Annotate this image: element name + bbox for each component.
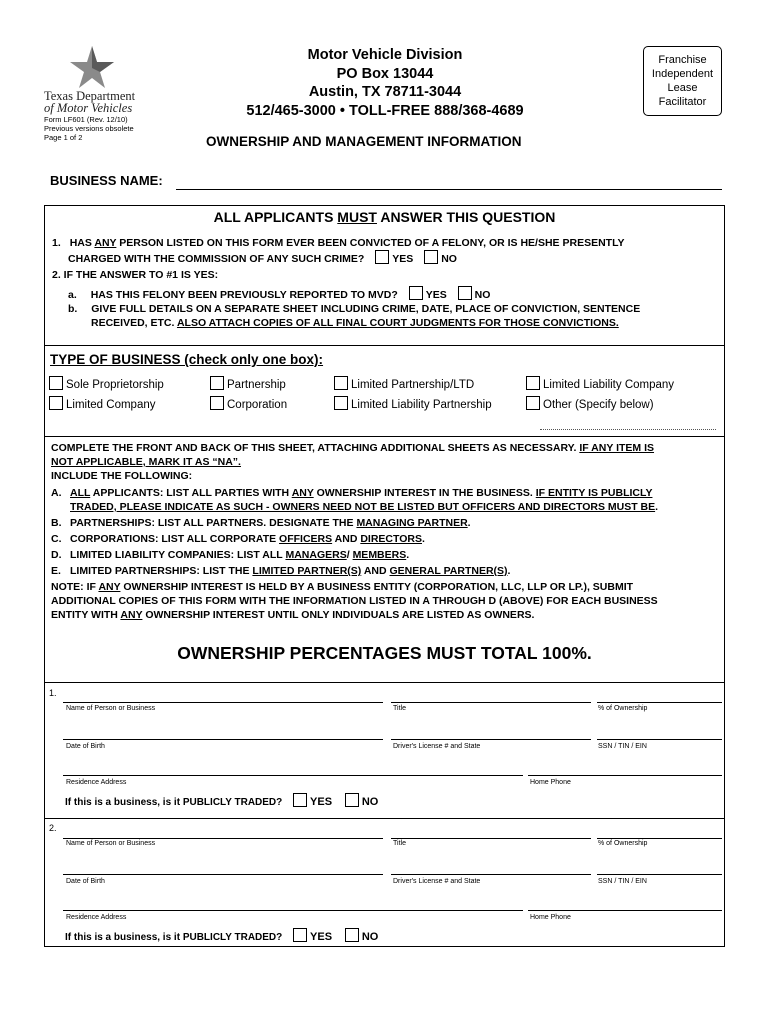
- box-line: Lease: [667, 82, 698, 94]
- instr-line: COMPLETE THE FRONT AND BACK OF THIS SHEET, ATTACHING ADDITIONAL SHEETS AS NECESSARY. IF ANY ITEM IS: [51, 442, 655, 454]
- txdmv-star-logo: [66, 44, 118, 92]
- felony-yes-checkbox[interactable]: [375, 250, 389, 264]
- question-2a: a. HAS THIS FELONY BEEN PREVIOUSLY REPORTED TO MVD? YES NO: [68, 286, 490, 302]
- business-type-heading: TYPE OF BUSINESS (check only one box):: [50, 352, 324, 367]
- label: Driver's License # and State: [393, 743, 481, 750]
- address-line: PO Box 13044: [336, 65, 434, 82]
- option-corporation[interactable]: Corporation: [210, 396, 287, 411]
- entry1-name-field[interactable]: [63, 690, 383, 703]
- instr-line: NOT APPLICABLE, MARK IT AS “NA”.: [51, 456, 241, 468]
- checkbox[interactable]: [210, 376, 224, 390]
- address-line: Motor Vehicle Division: [307, 47, 463, 63]
- entry1-dl-field[interactable]: [391, 727, 591, 740]
- label: Home Phone: [530, 779, 571, 786]
- instr-line: INCLUDE THE FOLLOWING:: [51, 470, 193, 482]
- agency-name: [44, 90, 135, 114]
- instr-item-e: E. LIMITED PARTNERSHIPS: LIST THE LIMITED PARTNER(S) AND GENERAL PARTNER(S).: [51, 565, 511, 577]
- other-specify-field[interactable]: [540, 429, 716, 430]
- license-type-box: [643, 46, 722, 116]
- option-llp[interactable]: Limited Liability Partnership: [334, 396, 492, 411]
- question-2b-cont: RECEIVED, ETC. ALSO ATTACH COPIES OF ALL FINAL COURT JUDGMENTS FOR THOSE CONVICTIONS.: [91, 317, 619, 329]
- entry2-ssn-field[interactable]: [597, 862, 722, 875]
- instructions: [51, 441, 721, 622]
- agency-line2: of Motor Vehicles: [44, 101, 133, 115]
- entry2-pct-field[interactable]: [597, 826, 722, 839]
- box-line: Independent: [651, 68, 714, 80]
- checkbox[interactable]: [49, 396, 63, 410]
- option-limited-company[interactable]: Limited Company: [49, 396, 155, 411]
- entry-number: 2.: [49, 823, 57, 833]
- address-line: Austin, TX 78711-3044: [308, 84, 462, 100]
- label: SSN / TIN / EIN: [598, 743, 647, 750]
- entry2-phone-field[interactable]: [528, 898, 722, 911]
- label: Date of Birth: [66, 743, 105, 750]
- question-2: 2. IF THE ANSWER TO #1 IS YES:: [52, 269, 219, 281]
- label: % of Ownership: [598, 705, 648, 712]
- checkbox[interactable]: [526, 396, 540, 410]
- label: Title: [393, 705, 406, 712]
- entry1-traded: If this is a business, is it PUBLICLY TRADED? YES NO: [65, 793, 378, 808]
- option-other[interactable]: Other (Specify below): [526, 396, 654, 411]
- phone-line: 512/465-3000 • TOLL-FREE 888/368-4689: [246, 102, 524, 119]
- question-heading: ALL APPLICANTS MUST ANSWER THIS QUESTION: [213, 209, 556, 225]
- entry2-dl-field[interactable]: [391, 862, 591, 875]
- box-line: Franchise: [658, 54, 707, 66]
- label: Date of Birth: [66, 878, 105, 885]
- entry2-name-field[interactable]: [63, 826, 383, 839]
- divider: [44, 818, 725, 819]
- entry-number: 1.: [49, 688, 57, 698]
- entry2-title-field[interactable]: [391, 826, 591, 839]
- checkbox[interactable]: [334, 396, 348, 410]
- instr-item-d: D. LIMITED LIABILITY COMPANIES: LIST ALL MANAGERS/ MEMBERS.: [51, 549, 410, 561]
- agency-line1: Texas Department: [44, 89, 136, 103]
- instr-item-b: B. PARTNERSHIPS: LIST ALL PARTNERS. DESIGNATE THE MANAGING PARTNER.: [51, 517, 471, 529]
- entry2-traded: If this is a business, is it PUBLICLY TRADED? YES NO: [65, 928, 378, 943]
- entry1-dob-field[interactable]: [63, 727, 383, 740]
- reported-yes-checkbox[interactable]: [409, 286, 423, 300]
- form-number: Form LF601 (Rev. 12/10): [44, 115, 128, 124]
- instr-item-c: C. CORPORATIONS: LIST ALL CORPORATE OFFICERS AND DIRECTORS.: [51, 533, 425, 545]
- previous-versions: Previous versions obsolete: [44, 124, 134, 133]
- option-partnership[interactable]: Partnership: [210, 376, 286, 391]
- divider: [44, 682, 725, 683]
- instr-item-a: A. ALL APPLICANTS: LIST ALL PARTIES WITH ANY OWNERSHIP INTEREST IN THE BUSINESS. IF ENTITY IS PUBLICLY: [51, 487, 653, 499]
- label: SSN / TIN / EIN: [598, 878, 647, 885]
- checkbox[interactable]: [49, 376, 63, 390]
- form-title: OWNERSHIP AND MANAGEMENT INFORMATION: [206, 134, 522, 149]
- label: Home Phone: [530, 914, 571, 921]
- traded-no-checkbox[interactable]: [345, 928, 359, 942]
- business-name-label: BUSINESS NAME:: [50, 173, 163, 188]
- instr-item-a-cont: TRADED, PLEASE INDICATE AS SUCH - OWNERS NEED NOT BE LISTED BUT OFFICERS AND DIRECTORS MUST BE.: [70, 501, 659, 513]
- reported-no-checkbox[interactable]: [458, 286, 472, 300]
- entry1-phone-field[interactable]: [528, 763, 722, 776]
- business-name-field[interactable]: [176, 174, 722, 190]
- option-sole-proprietorship[interactable]: Sole Proprietorship: [49, 376, 164, 391]
- box-line: Facilitator: [658, 96, 707, 108]
- option-llc[interactable]: Limited Liability Company: [526, 376, 674, 391]
- checkbox[interactable]: [210, 396, 224, 410]
- entry2-dob-field[interactable]: [63, 862, 383, 875]
- label: Name of Person or Business: [66, 705, 156, 712]
- label: Title: [393, 840, 406, 847]
- entry1-address-field[interactable]: [63, 763, 523, 776]
- question-1-cont: CHARGED WITH THE COMMISSION OF ANY SUCH CRIME? YES NO: [68, 250, 457, 266]
- note-line: ENTITY WITH ANY OWNERSHIP INTEREST UNTIL ONLY INDIVIDUALS ARE LISTED AS OWNERS.: [51, 609, 535, 621]
- note-line: NOTE: IF ANY OWNERSHIP INTEREST IS HELD BY A BUSINESS ENTITY (CORPORATION, LLC, LLP OR LP.), SUBMIT: [51, 581, 634, 593]
- checkbox[interactable]: [526, 376, 540, 390]
- entry1-pct-field[interactable]: [597, 690, 722, 703]
- question-2b: b. GIVE FULL DETAILS ON A SEPARATE SHEET INCLUDING CRIME, DATE, PLACE OF CONVICTION, SENTENCE: [68, 303, 641, 315]
- question-1: 1. HAS ANY PERSON LISTED ON THIS FORM EVER BEEN CONVICTED OF A FELONY, OR IS HE/SHE PRESENTLY: [52, 237, 625, 249]
- divider: [44, 436, 725, 437]
- checkbox[interactable]: [334, 376, 348, 390]
- label: Name of Person or Business: [66, 840, 156, 847]
- traded-no-checkbox[interactable]: [345, 793, 359, 807]
- entry2-address-field[interactable]: [63, 898, 523, 911]
- traded-yes-checkbox[interactable]: [293, 928, 307, 942]
- label: % of Ownership: [598, 840, 648, 847]
- ownership-percent-heading: OWNERSHIP PERCENTAGES MUST TOTAL 100%.: [177, 643, 592, 663]
- label: Residence Address: [66, 914, 127, 921]
- entry1-title-field[interactable]: [391, 690, 591, 703]
- form-meta: [44, 115, 134, 142]
- page-number: Page 1 of 2: [44, 133, 83, 142]
- label: Residence Address: [66, 779, 127, 786]
- entry1-ssn-field[interactable]: [597, 727, 722, 740]
- traded-yes-checkbox[interactable]: [293, 793, 307, 807]
- option-limited-partnership[interactable]: Limited Partnership/LTD: [334, 376, 474, 391]
- felony-no-checkbox[interactable]: [424, 250, 438, 264]
- label: Driver's License # and State: [393, 878, 481, 885]
- note-line: ADDITIONAL COPIES OF THIS FORM WITH THE INFORMATION LISTED IN A THROUGH D (ABOVE) FOR EACH BUSINESS: [51, 595, 658, 607]
- division-address: [220, 46, 550, 120]
- divider: [44, 345, 725, 346]
